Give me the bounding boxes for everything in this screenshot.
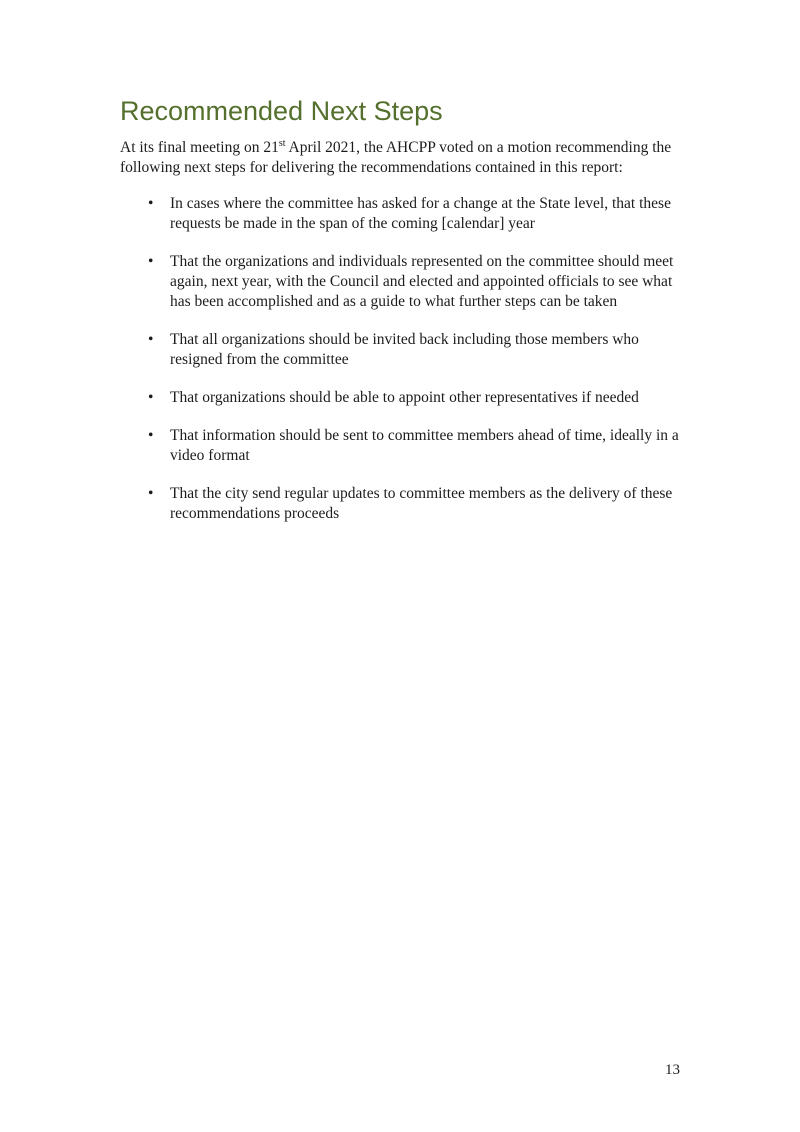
list-item-text: That the city send regular updates to committee members as the delivery of these recommendations proceeds <box>170 485 673 522</box>
list-item <box>170 484 682 524</box>
next-steps-list <box>120 194 682 524</box>
list-item <box>170 330 682 370</box>
list-item <box>170 252 682 312</box>
page-title: Recommended Next Steps <box>120 96 443 126</box>
list-item-text: That the organizations and individuals represented on the committee should meet again, next year, with the Council and elected and appointed officials to see what has been accomplished and as a guide to what further steps can be taken <box>170 253 674 310</box>
ordinal-superscript: st <box>278 137 286 149</box>
intro-text-after-ordinal: April 2021, the AHCPP voted on a motion recommending the following next steps for delivering the recommendations contained in this report: <box>120 139 672 176</box>
list-item <box>170 426 682 466</box>
intro-paragraph <box>120 138 682 178</box>
intro-text-before-ordinal: At its final meeting on 21 <box>120 139 279 156</box>
list-item <box>170 388 682 408</box>
page-content <box>120 96 682 542</box>
list-item-text: In cases where the committee has asked for a change at the State level, that these requests be made in the span of the coming [calendar] year <box>170 195 671 232</box>
list-item <box>170 194 682 234</box>
list-item-text: That organizations should be able to appoint other representatives if needed <box>170 389 639 406</box>
list-item-text: That information should be sent to committee members ahead of time, ideally in a video format <box>170 427 679 464</box>
list-item-text: That all organizations should be invited back including those members who resigned from the committee <box>170 331 639 368</box>
page-number: 13 <box>665 1062 680 1078</box>
